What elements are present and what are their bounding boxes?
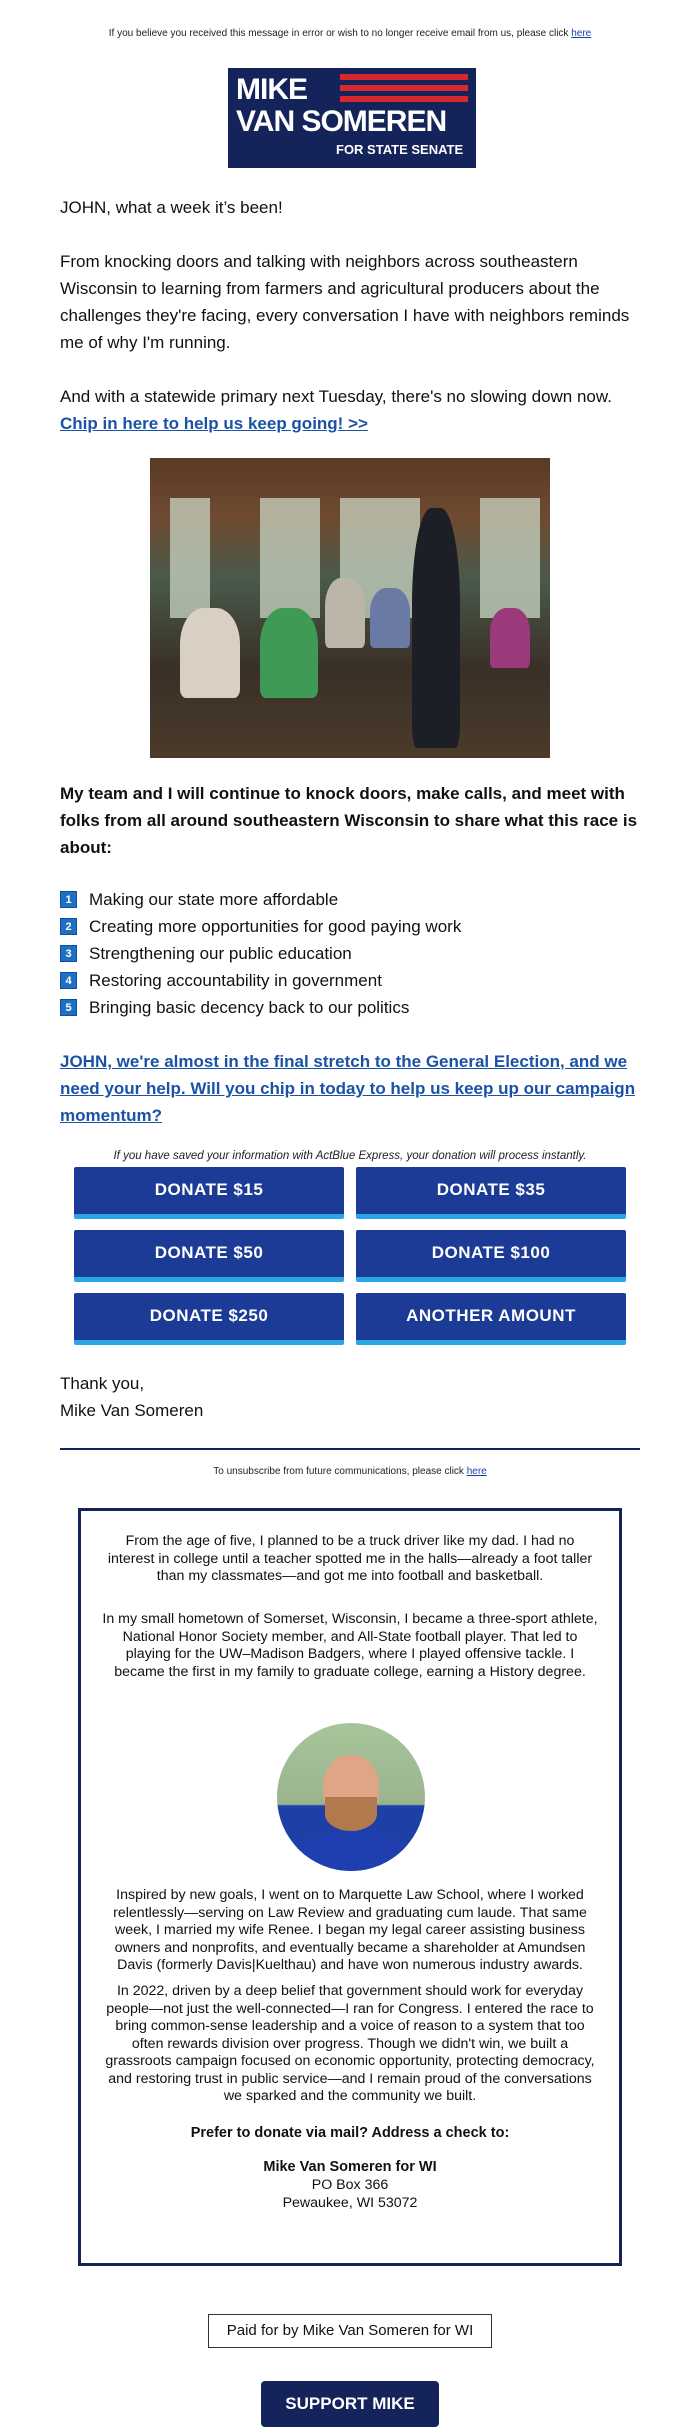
logo-office: FOR STATE SENATE	[336, 142, 464, 157]
disclaimer-label: If you believe you received this message in error or wish to no longer receive email from us, please click	[108, 28, 569, 39]
greeting: JOHN, what a week it’s been!	[60, 198, 283, 217]
number-2-icon: 2	[60, 918, 77, 935]
number-5-icon: 5	[60, 999, 77, 1016]
divider	[60, 1448, 640, 1450]
unsubscribe-label: To unsubscribe from future communications, please click	[213, 1466, 464, 1477]
list-item	[60, 886, 642, 913]
actblue-note: If you have saved your information with ActBlue Express, your donation will process instantly.	[113, 1150, 587, 1162]
campaign-logo	[228, 68, 476, 168]
bio-paragraph-2: In my small hometown of Somerset, Wisconsin, I became a three-sport athlete, National Honor Society member, and All-State football player. That led to playing for the UW–Madison Badgers, where I played offensive tackle. I became the first in my family to graduate college, earning a History degree.	[102, 1611, 598, 1680]
unsubscribe-here-link[interactable]: here	[466, 1466, 487, 1477]
avatar-shirt	[287, 1831, 415, 1871]
photo-attendee	[180, 608, 240, 698]
disclaimer-here-link[interactable]: here	[571, 28, 592, 39]
donate-15-button[interactable]: DONATE $15	[74, 1167, 344, 1219]
list-item	[60, 913, 642, 940]
mail-address-line-2: Pewaukee, WI 53072	[282, 2195, 418, 2211]
priority-text: Creating more opportunities for good paying work	[89, 917, 462, 936]
mail-address-name: Mike Van Someren for WI	[263, 2159, 437, 2175]
number-1-icon: 1	[60, 891, 77, 908]
avatar-beard	[325, 1797, 377, 1831]
bio-paragraph-3: Inspired by new goals, I went on to Marquette Law School, where I worked relentlessly—serving on Law Review and graduating cum laude. That same week, I married my wife Renee. I began my legal career assisting business owners and nonprofits, and eventually became a shareholder at Amundsen Davis (formerly Davis|Kuelthau) and have won numerous industry awards.	[113, 1887, 587, 1973]
photo-window	[480, 498, 540, 618]
list-item	[60, 940, 642, 967]
chip-in-link[interactable]: Chip in here to help us keep going! >>	[60, 414, 368, 433]
photo-window	[260, 498, 320, 618]
primary-text: And with a statewide primary next Tuesday, there's no slowing down now.	[60, 387, 612, 406]
donate-other-amount-button[interactable]: ANOTHER AMOUNT	[356, 1293, 626, 1345]
number-3-icon: 3	[60, 945, 77, 962]
primary-paragraph	[60, 383, 642, 437]
mail-address-line-1: PO Box 366	[311, 2177, 389, 2193]
team-paragraph: My team and I will continue to knock doors, make calls, and meet with folks from all around southeastern Wisconsin to share what this race is about:	[60, 784, 638, 857]
photo-window	[170, 498, 210, 618]
candidate-avatar	[277, 1723, 425, 1871]
signoff	[60, 1370, 203, 1424]
final-stretch-link[interactable]: JOHN, we're almost in the final stretch to the General Election, and we need your help. Will you chip in today to help us keep up our campaign momentum?	[60, 1052, 636, 1125]
bio-paragraph-4: In 2022, driven by a deep belief that government should work for everyday people—not just the well-connected—I ran for Congress. I entered the race to bring common-sense leadership and a voice of reason to a system that too often rewards division over progress. Though we didn't win, we built a grassroots campaign focused on economic opportunity, protecting democracy, and restoring trust in public service—and I remain proud of the conversations we sparked and the community we built.	[105, 1983, 595, 2104]
cta-paragraph	[60, 1048, 642, 1129]
photo-attendee	[325, 578, 365, 648]
photo-attendee	[260, 608, 318, 698]
logo-stripe	[340, 85, 468, 91]
signoff-thanks: Thank you,	[60, 1374, 145, 1393]
campaign-event-photo	[150, 458, 550, 758]
signoff-name: Mike Van Someren	[60, 1401, 204, 1420]
donate-250-button[interactable]: DONATE $250	[74, 1293, 344, 1345]
logo-first-name: MIKE	[236, 73, 307, 106]
priority-text: Making our state more affordable	[89, 890, 339, 909]
logo-stripe	[340, 74, 468, 80]
logo-stripe	[340, 96, 468, 102]
donate-100-button[interactable]: DONATE $100	[356, 1230, 626, 1282]
donate-50-button[interactable]: DONATE $50	[74, 1230, 344, 1282]
priorities-list	[60, 886, 642, 1021]
bio-box	[78, 1508, 622, 2266]
list-item	[60, 994, 642, 1021]
priority-text: Bringing basic decency back to our politics	[89, 998, 410, 1017]
photo-speaker	[412, 508, 460, 748]
support-mike-button[interactable]: SUPPORT MIKE	[261, 2381, 439, 2427]
priority-text: Strengthening our public education	[89, 944, 352, 963]
disclaimer-text	[0, 28, 700, 39]
donate-35-button[interactable]: DONATE $35	[356, 1167, 626, 1219]
photo-attendee	[490, 608, 530, 668]
photo-attendee	[370, 588, 410, 648]
unsubscribe-text	[0, 1466, 700, 1477]
priority-text: Restoring accountability in government	[89, 971, 382, 990]
list-item	[60, 967, 642, 994]
intro-paragraph: From knocking doors and talking with neighbors across southeastern Wisconsin to learning from farmers and agricultural producers about the challenges they're facing, every conversation I have with neighbors reminds me of why I'm running.	[60, 252, 630, 352]
mail-donation-heading: Prefer to donate via mail? Address a check to:	[190, 2125, 510, 2141]
paid-for-disclaimer: Paid for by Mike Van Someren for WI	[208, 2314, 492, 2348]
logo-last-name: VAN SOMEREN	[236, 105, 447, 138]
number-4-icon: 4	[60, 972, 77, 989]
bio-paragraph-1: From the age of five, I planned to be a truck driver like my dad. I had no interest in college until a teacher spotted me in the halls—already a foot taller than my classmates—and got me into football and basketball.	[107, 1533, 593, 1584]
